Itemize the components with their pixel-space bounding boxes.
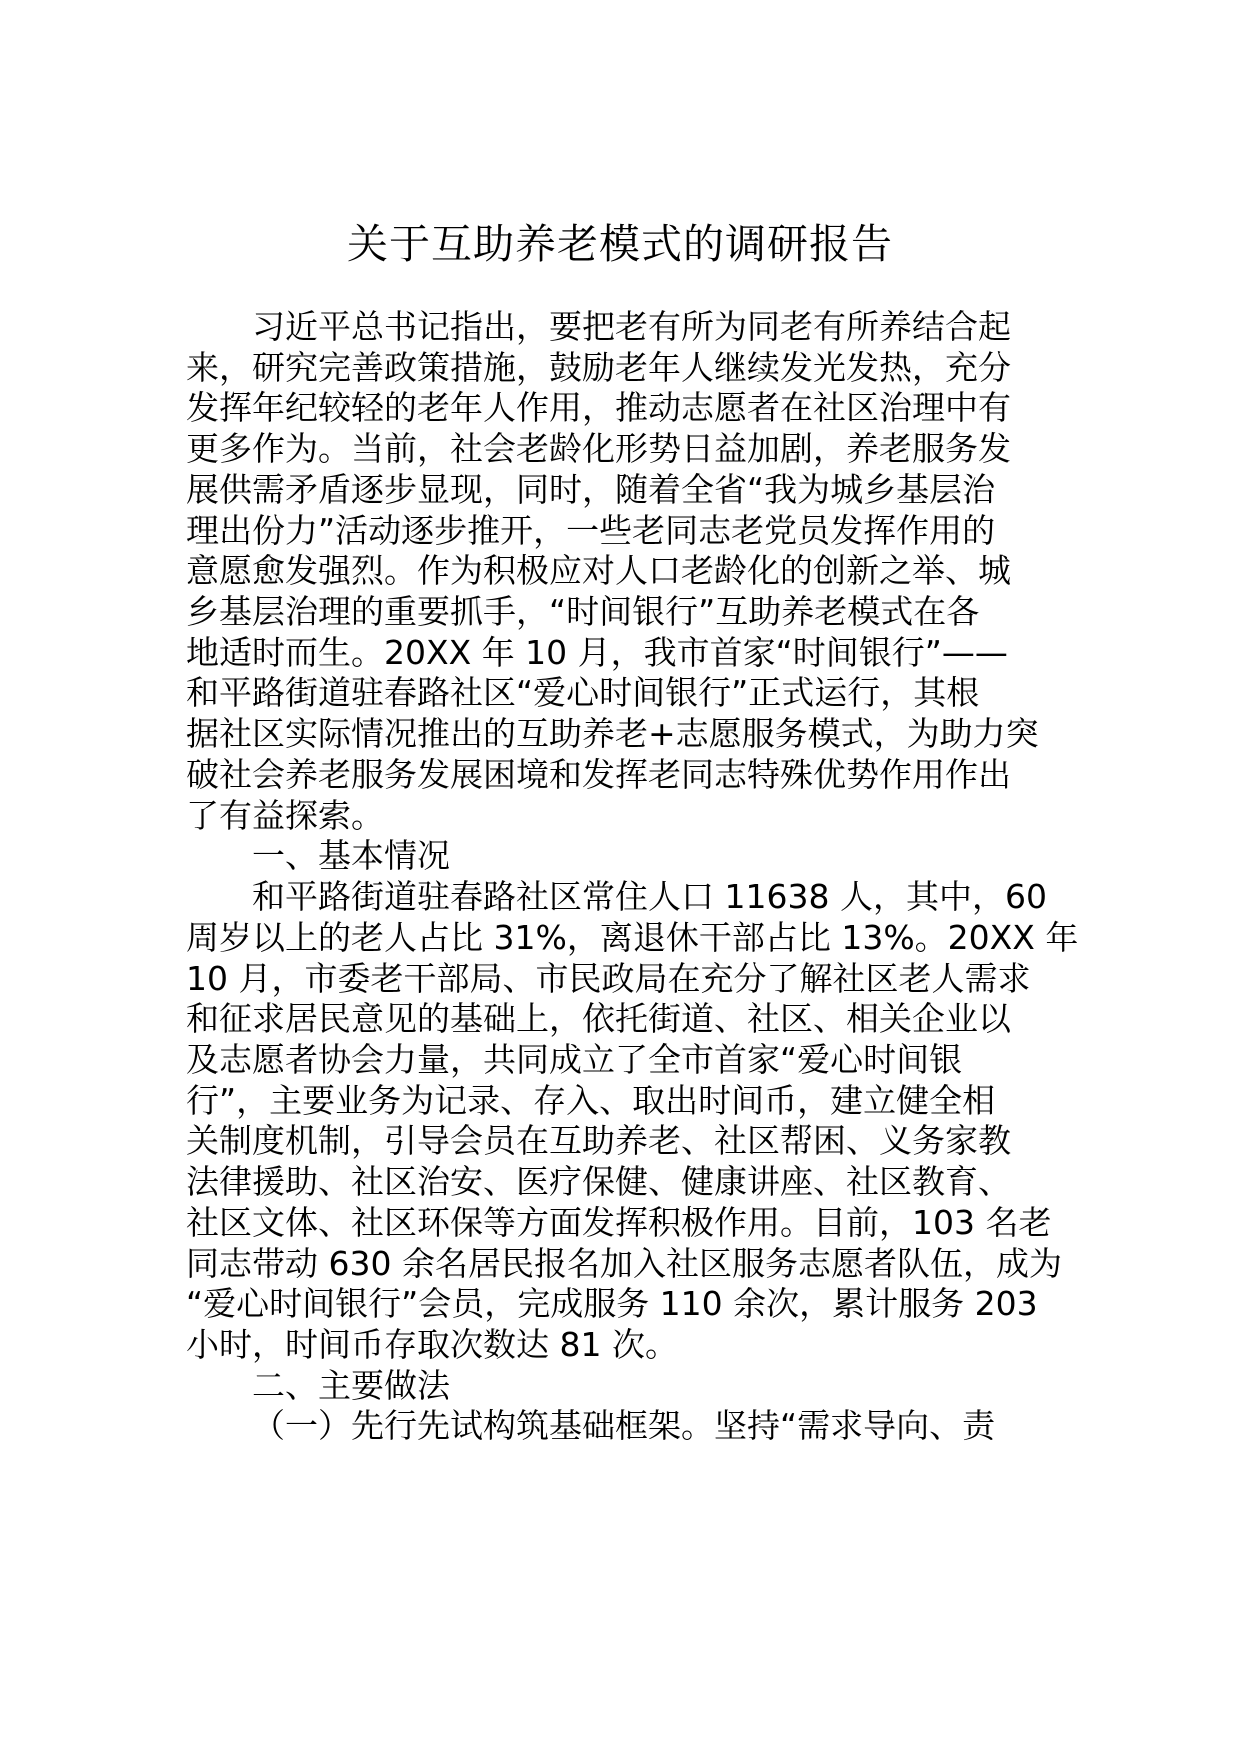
paragraph-line: 社区文体、社区环保等方面发挥积极作用。目前，103 名老 — [186, 1203, 1052, 1242]
paragraph-line: 二、主要做法 — [252, 1366, 450, 1405]
paragraph-line: “爱心时间银行”会员，完成服务 110 余次，累计服务 203 — [186, 1284, 1038, 1323]
paragraph-line: 破社会养老服务发展困境和发挥老同志特殊优势作用作出 — [186, 755, 1011, 794]
paragraph-line: 小时，时间币存取次数达 81 次。 — [186, 1325, 678, 1364]
paragraph-line: 行”，主要业务为记录、存入、取出时间币，建立健全相 — [186, 1081, 996, 1120]
document-title: 关于互助养老模式的调研报告 — [347, 220, 893, 268]
paragraph-line: 地适时而生。20XX 年 10 月，我市首家“时间银行”—— — [186, 633, 1008, 672]
paragraph-line: 发挥年纪较轻的老年人作用，推动志愿者在社区治理中有 — [186, 388, 1011, 427]
paragraph-line: 10 月，市委老干部局、市民政局在充分了解社区老人需求 — [186, 959, 1031, 998]
paragraph-line: 一、基本情况 — [252, 836, 450, 875]
paragraph-line: 了有益探索。 — [186, 796, 384, 835]
paragraph-line: 习近平总书记指出，要把老有所为同老有所养结合起 — [252, 307, 1011, 346]
paragraph-line: 法律援助、社区治安、医疗保健、健康讲座、社区教育、 — [186, 1162, 1011, 1201]
paragraph-line: 和平路街道驻春路社区“爱心时间银行”正式运行，其根 — [186, 673, 980, 712]
paragraph-line: 意愿愈发强烈。作为积极应对人口老龄化的创新之举、城 — [186, 551, 1011, 590]
paragraph-line: 来，研究完善政策措施，鼓励老年人继续发光发热，充分 — [186, 348, 1011, 387]
paragraph-line: 据社区实际情况推出的互助养老+志愿服务模式，为助力突 — [186, 714, 1039, 753]
paragraph-line: （一）先行先试构筑基础框架。坚持“需求导向、责 — [252, 1406, 996, 1445]
paragraph-line: 同志带动 630 余名居民报名加入社区服务志愿者队伍，成为 — [186, 1244, 1062, 1283]
paragraph-line: 周岁以上的老人占比 31%，离退休干部占比 13%。20XX 年 — [186, 918, 1079, 957]
paragraph-line: 更多作为。当前，社会老龄化形势日益加剧，养老服务发 — [186, 429, 1011, 468]
paragraph-line: 关制度机制，引导会员在互助养老、社区帮困、义务家教 — [186, 1121, 1011, 1160]
paragraph-line: 理出份力”活动逐步推开，一些老同志老党员发挥作用的 — [186, 511, 996, 550]
paragraph-line: 展供需矛盾逐步显现，同时，随着全省“我为城乡基层治 — [186, 470, 996, 509]
paragraph-line: 乡基层治理的重要抓手，“时间银行”互助养老模式在各 — [186, 592, 980, 631]
paragraph-line: 和征求居民意见的基础上，依托街道、社区、相关企业以 — [186, 999, 1011, 1038]
paragraph-line: 及志愿者协会力量，共同成立了全市首家“爱心时间银 — [186, 1040, 963, 1079]
paragraph-line: 和平路街道驻春路社区常住人口 11638 人，其中，60 — [252, 877, 1047, 916]
